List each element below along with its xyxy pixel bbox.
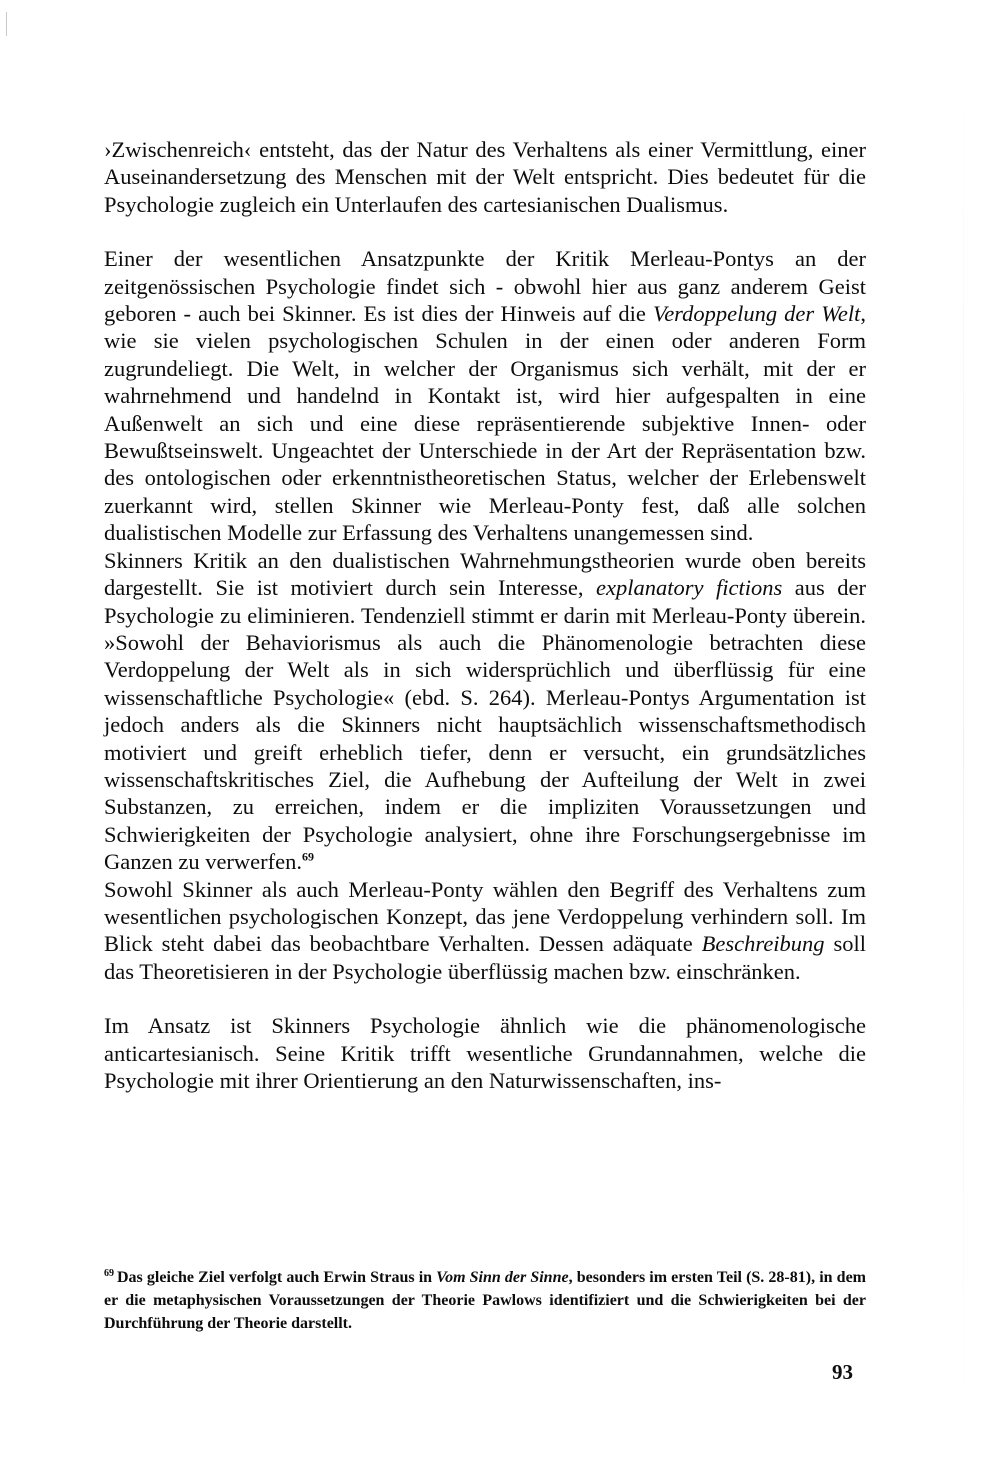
paragraph [104, 876, 866, 986]
footnote-text [104, 1269, 866, 1332]
footnote-marker: 69 [104, 1267, 114, 1279]
italic-term: Beschreibung [701, 931, 825, 957]
scan-edge-mark [6, 12, 7, 36]
footnote [104, 1266, 866, 1335]
text-run: Im Ansatz ist Skinners Psychologie ähnlich wie die phänomenologische anticartesianisch. Seine Kritik trifft wesentliche Grundannahmen, welche die Psychologie mit ihrer Orientierung an den Naturwissenschaften, ins- [104, 1013, 866, 1093]
main-text-block [104, 136, 866, 1094]
text-run: Einer der wesentlichen Ansatzpunkte der Kritik Merleau-Pontys an der zeitgenössischen Psychologie findet sich - obwohl hier aus ganz anderem Geist geboren - auch bei Skinner. Es ist dies der Hinweis auf die [104, 246, 866, 327]
text-run: Sowohl Skinner als auch Merleau-Ponty wählen den Begriff des Verhaltens zum wesentlichen psychologischen Konzept, das jene Verdoppelung verhindern soll. Im Blick steht dabei das beobachtbare Verhalten. Dessen adäquate [104, 876, 866, 957]
italic-term: Verdoppelung der Welt [652, 301, 861, 327]
text-run: aus der Psychologie zu eliminieren. Tendenziell stimmt er darin mit Merleau-Ponty überein. »Sowohl der Behaviorismus als auch die Phänomenologie betrachten diese Verdoppelung der Welt als in sich widersprüchlich und überflüssig für eine wissenschaftliche Psychologie« (ebd. S. 264). Merleau-Pontys Argumentation ist jedoch anders als die Skinners nicht hauptsächlich wissenschaftsmethodisch motiviert und greift erheblich tiefer, denn er versucht, ein grundsätzliches wissenschaftskritisches Ziel, die Aufhebung der Aufteilung der Welt in zwei Substanzen, zu erreichen, indem er die impliziten Voraussetzungen und Schwierigkeiten der Psychologie analysiert, ohne ihre Forschungsergebnisse im Ganzen zu verwerfen. [104, 575, 867, 875]
paragraph [104, 136, 866, 218]
italic-term: explanatory fictions [596, 575, 783, 601]
page-number: 93 [832, 1360, 853, 1384]
paragraph [104, 547, 866, 876]
footnote-reference: 69 [302, 849, 315, 864]
scan-edge-shadow [963, 40, 964, 1460]
paragraph [104, 1012, 866, 1094]
italic-term: Vom Sinn der Sinne [436, 1269, 569, 1286]
text-run: , wie sie vielen psychologischen Schulen in der einen oder anderen Form zugrundeliegt. Die Welt, in welcher der Organismus sich verhält, mit der er wahrnehmend und handelnd in Kontakt ist, wird hier aufgespalten in eine Außenwelt an sich und eine diese repräsentierende subjektive Innen- oder Bewußtseinswelt. Ungeachtet der Unterschiede in der Art der Repräsentation bzw. des ontologischen oder erkenntnistheoretischen Status, welcher der Erlebenswelt zuerkannt wird, stellen Skinner wie Merleau-Ponty fest, daß alle solchen dualistischen Modelle zur Erfassung des Verhaltens unangemessen sind. [104, 301, 866, 546]
text-run: , besonders im ersten Teil (S. 28-81), in dem er die metaphysischen Voraussetzungen der Theorie Pawlows identifiziert und die Schwierigkeiten bei der Durchführung der Theorie darstellt. [104, 1269, 866, 1332]
text-run: ›Zwischenreich‹ entsteht, das der Natur des Verhaltens als einer Vermittlung, einer Auseinandersetzung des Menschen mit der Welt entspricht. Dies bedeutet für die Psychologie zugleich ein Unterlaufen des cartesianischen Dualismus. [104, 137, 866, 217]
text-run: Skinners Kritik an den dualistischen Wahrnehmungstheorien wurde oben bereits dargestellt. Sie ist motiviert durch sein Interesse, [104, 547, 866, 601]
text-run: Das gleiche Ziel verfolgt auch Erwin Straus in [117, 1269, 437, 1286]
text-run: soll das Theoretisieren in der Psychologie überflüssig machen bzw. einschränken. [104, 931, 866, 984]
paragraph [104, 245, 866, 546]
